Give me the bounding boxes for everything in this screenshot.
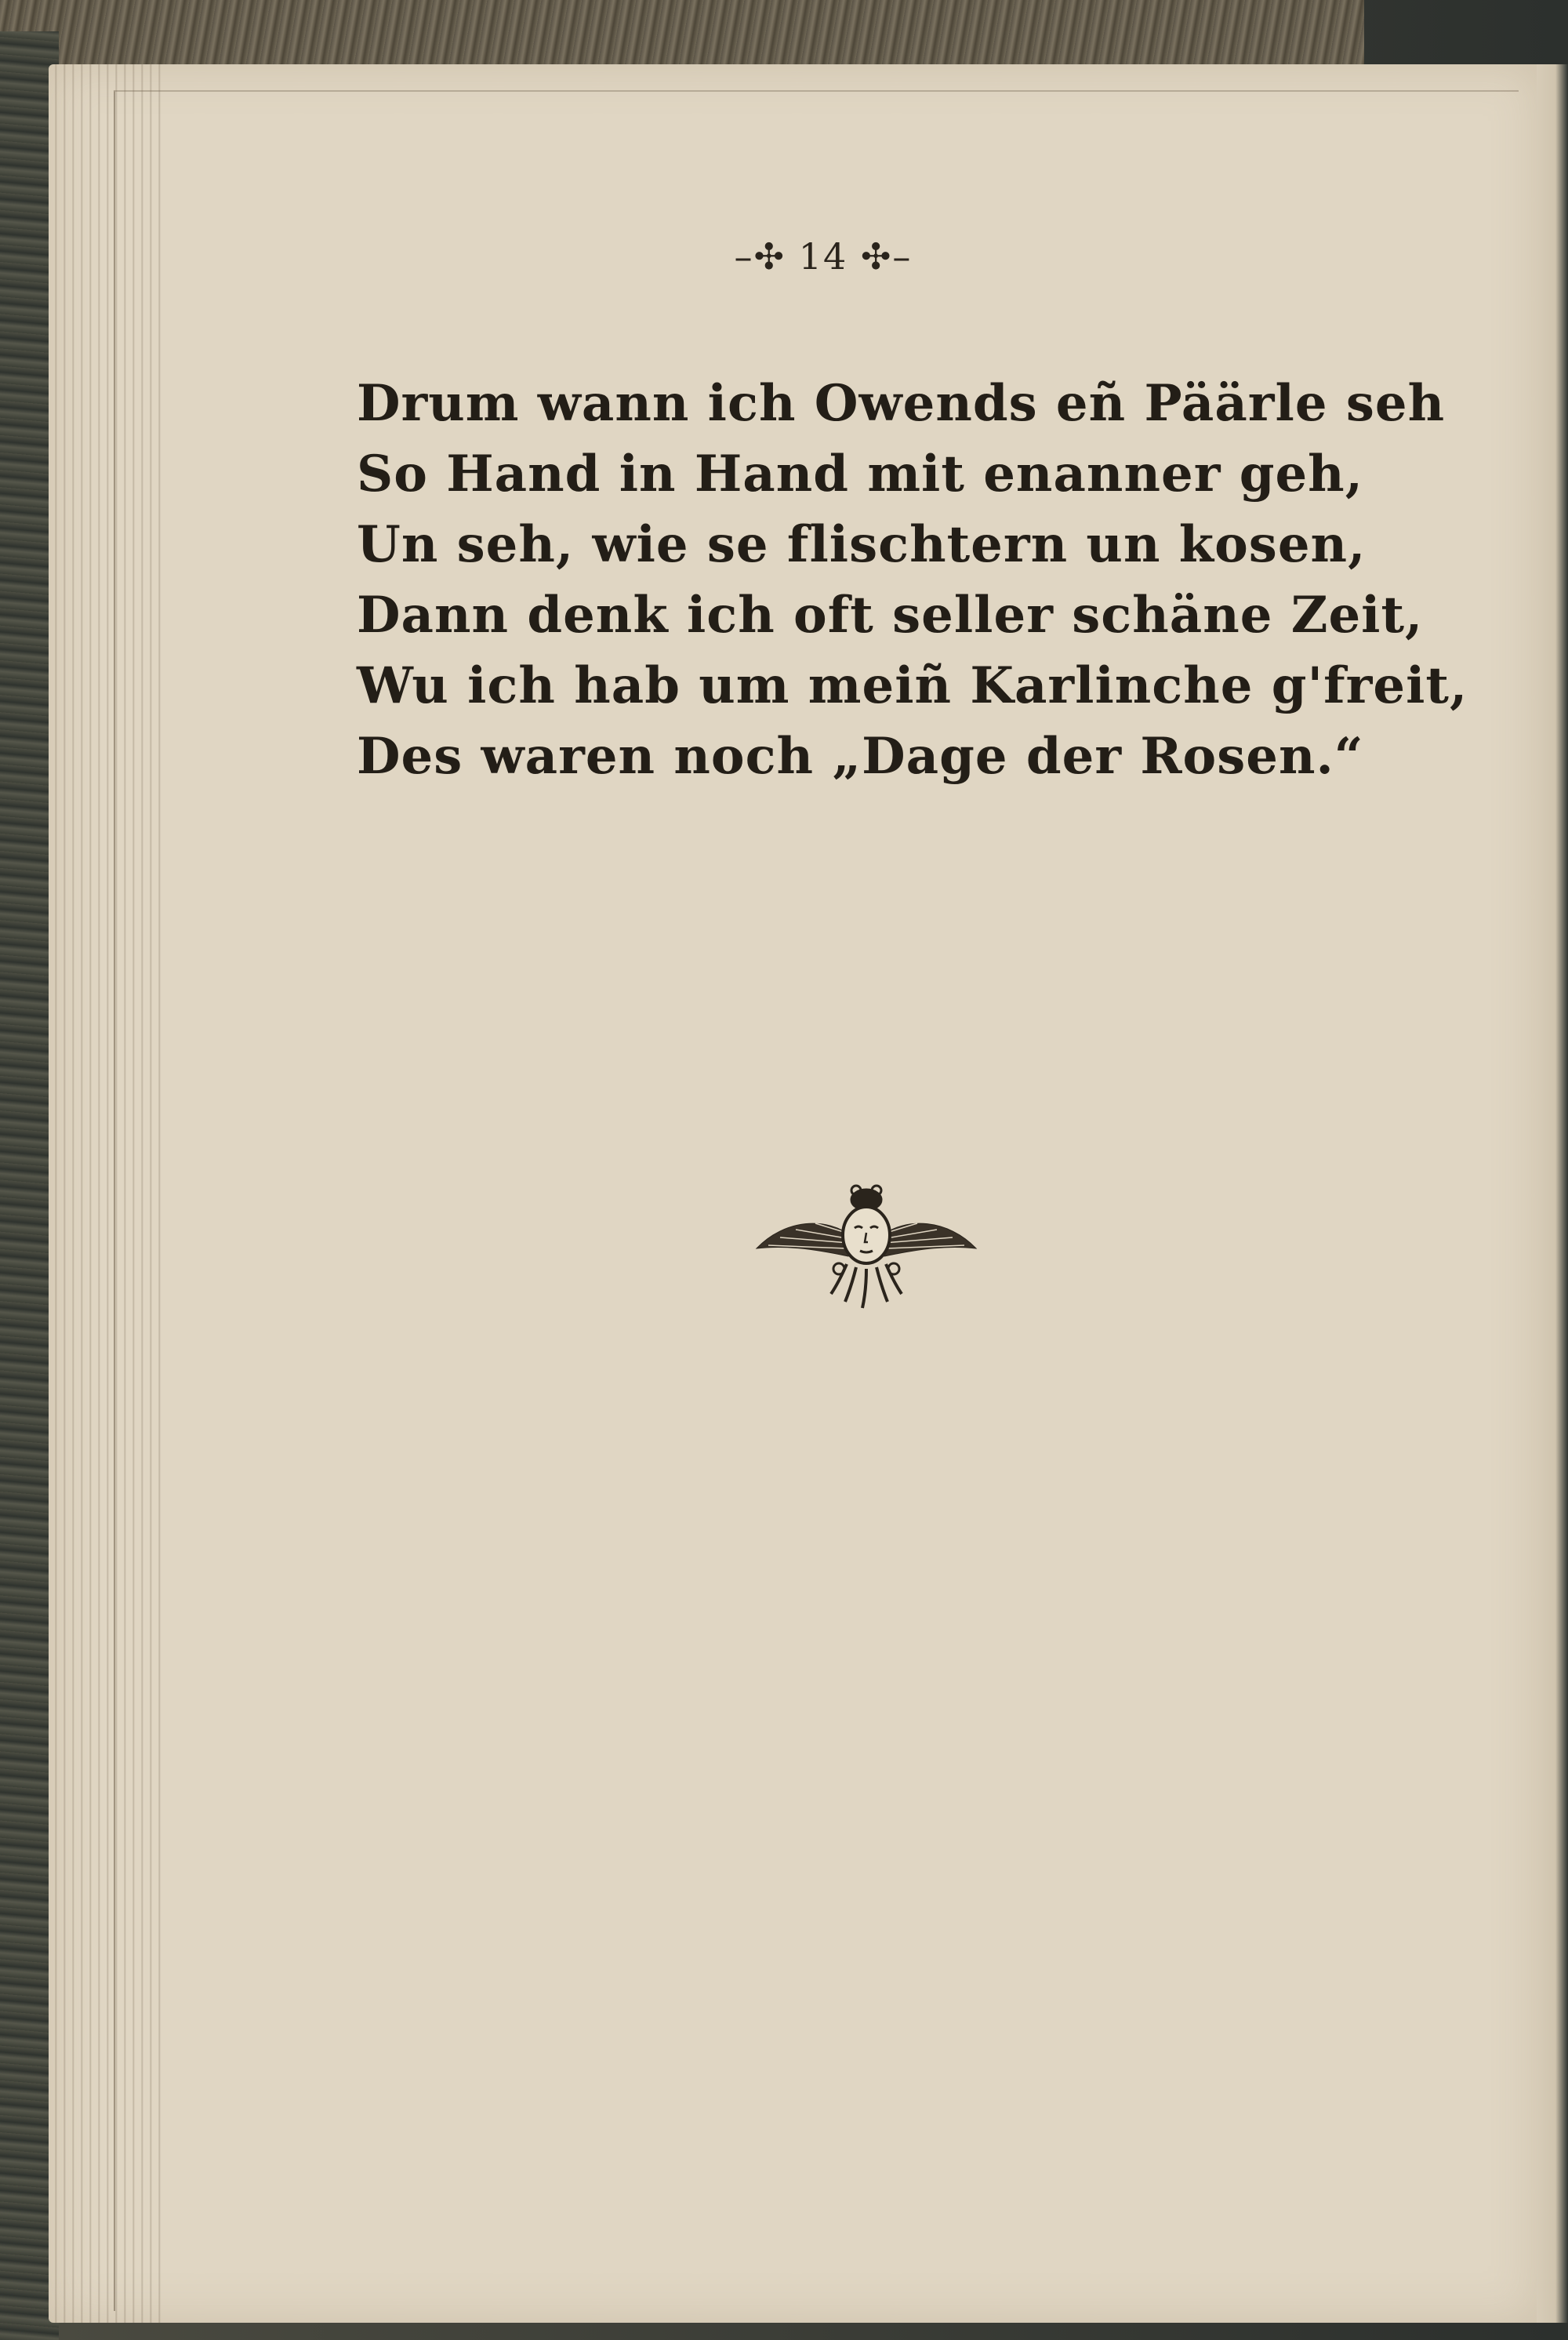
poem-line: Dann denk ich oft seller schäne Zeit,	[357, 586, 1424, 645]
page-right-edge	[1537, 64, 1568, 2323]
poem-line: Wu ich hab um meiñ Karlinche g'freit,	[357, 656, 1468, 715]
page-number-header	[690, 235, 956, 278]
poem-line: Un seh, wie se flischtern un kosen,	[357, 515, 1367, 574]
flourish-left-icon: –✣	[734, 235, 786, 278]
flourish-right-icon: ✣–	[860, 235, 913, 278]
poem-line: So Hand in Hand mit enanner geh,	[357, 445, 1363, 503]
book-cover-top-strip	[0, 0, 1364, 71]
page-number: 14	[798, 235, 848, 278]
poem-line: Drum wann ich Owends eñ Päärle seh	[357, 374, 1446, 433]
poem-line: Des waren noch „Dage der Rosen.“	[357, 727, 1364, 786]
winged-cherub-vignette-icon	[753, 1176, 980, 1317]
poem-stanza	[357, 369, 1468, 792]
